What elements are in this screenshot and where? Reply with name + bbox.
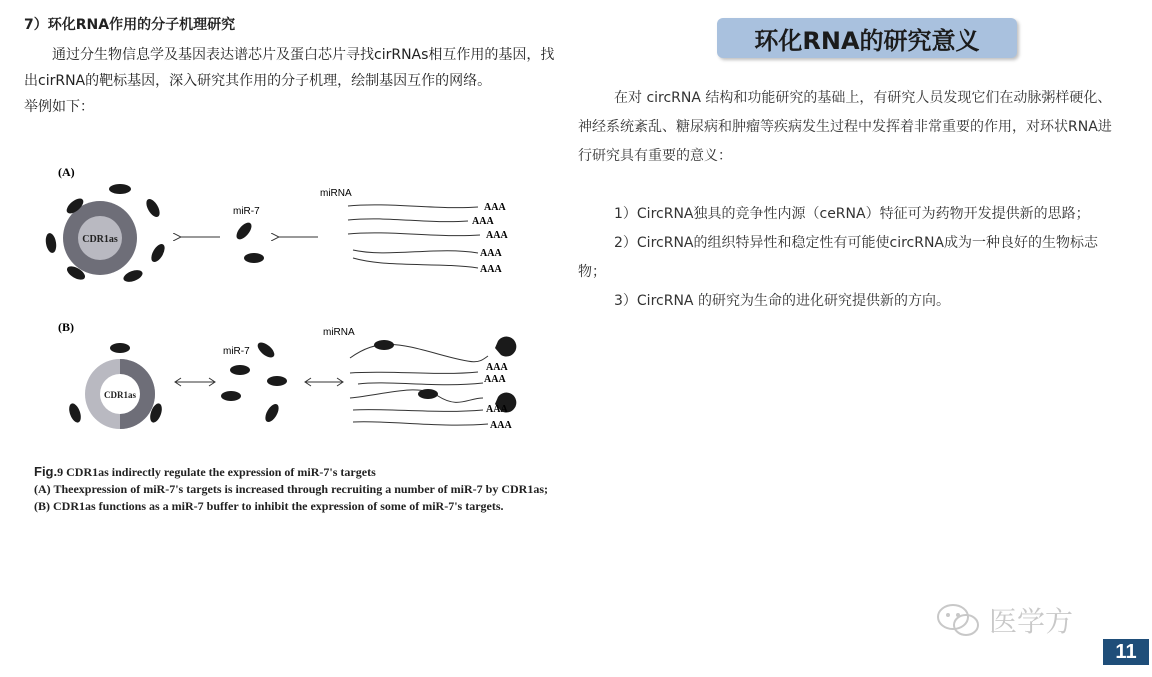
- panel-b-double-arrow-2: [305, 378, 343, 386]
- panel-a-circle-label: CDR1as: [82, 234, 118, 245]
- panel-a-mirna-label: miRNA: [320, 188, 352, 199]
- cdr1as-mechanism-figure: [28, 158, 548, 443]
- svg-text:AAA: AAA: [480, 264, 502, 275]
- svg-text:AAA: AAA: [486, 362, 508, 373]
- panel-b-mirna-label: miRNA: [323, 327, 355, 338]
- caption-fig-number: 9: [57, 465, 64, 479]
- page-number-badge: 11: [1103, 639, 1149, 665]
- caption-line-1: CDR1as indirectly regulate the expression of miR-7's targets: [66, 465, 376, 479]
- caption-fig-label: Fig.: [34, 464, 58, 479]
- section-title-banner: 环化RNA的研究意义: [717, 18, 1017, 58]
- section-heading: 7）环化RNA作用的分子机理研究: [24, 17, 236, 33]
- panel-a-free-mir: [234, 220, 264, 263]
- panel-a-mirna-strands: [348, 205, 480, 268]
- point-2: 2）CircRNA的组织特异性和稳定性有可能使circRNA成为一种良好的生物标志物；: [578, 235, 1099, 280]
- panel-b-mir-label: miR-7: [223, 346, 250, 357]
- svg-text:AAA: AAA: [486, 404, 508, 415]
- svg-text:AAA: AAA: [480, 248, 502, 259]
- section-paragraph: 通过分生物信息学及基因表达谱芯片及蛋白芯片寻找cirRNAs相互作用的基因，找出cirRNA的靶标基因，深入研究其作用的分子机理，绘制基因互作的网络。: [24, 47, 555, 89]
- svg-text:AAA: AAA: [486, 230, 508, 241]
- watermark: [935, 600, 1073, 640]
- caption-line-2: (A) Theexpression of miR-7's targets is increased through recruiting a number of miR-7 by CDR1as; (B) CDR1as functions as a miR-7 buffer to inhibit the expression of some of miR-7's targets.: [34, 482, 548, 513]
- panel-a-mir-label: miR-7: [233, 206, 260, 217]
- panel-a-tails: [472, 202, 508, 275]
- panel-b-double-arrow-1: [175, 378, 215, 386]
- svg-text:AAA: AAA: [484, 374, 506, 385]
- panel-b-label: (B): [58, 320, 74, 334]
- figure-caption: [34, 463, 554, 515]
- point-1: 1）CircRNA独具的竞争性内源（ceRNA）特征可为药物开发提供新的思路；: [614, 206, 1090, 222]
- wechat-icon: [935, 601, 981, 639]
- right-column: [578, 84, 1118, 316]
- intro-paragraph: 在对 circRNA 结构和功能研究的基础上，有研究人员发现它们在动脉粥样硬化、神经系统紊乱、糖尿病和肿瘤等疾病发生过程中发挥着非常重要的作用，对环状RNA进行研究具有重要的意义：: [578, 90, 1112, 164]
- panel-b-circrna: [85, 359, 155, 429]
- left-column: [24, 14, 564, 120]
- panel-b-mirna-strands: [350, 344, 488, 425]
- panel-b-circle-label: CDR1as: [103, 390, 137, 400]
- panel-a-label: (A): [58, 165, 75, 179]
- example-label: 举例如下：: [24, 99, 94, 115]
- svg-text:AAA: AAA: [490, 420, 512, 431]
- svg-text:AAA: AAA: [472, 216, 494, 227]
- watermark-text: 医学方: [989, 605, 1074, 638]
- svg-text:AAA: AAA: [484, 202, 506, 213]
- point-3: 3）CircRNA 的研究为生命的进化研究提供新的方向。: [614, 293, 950, 309]
